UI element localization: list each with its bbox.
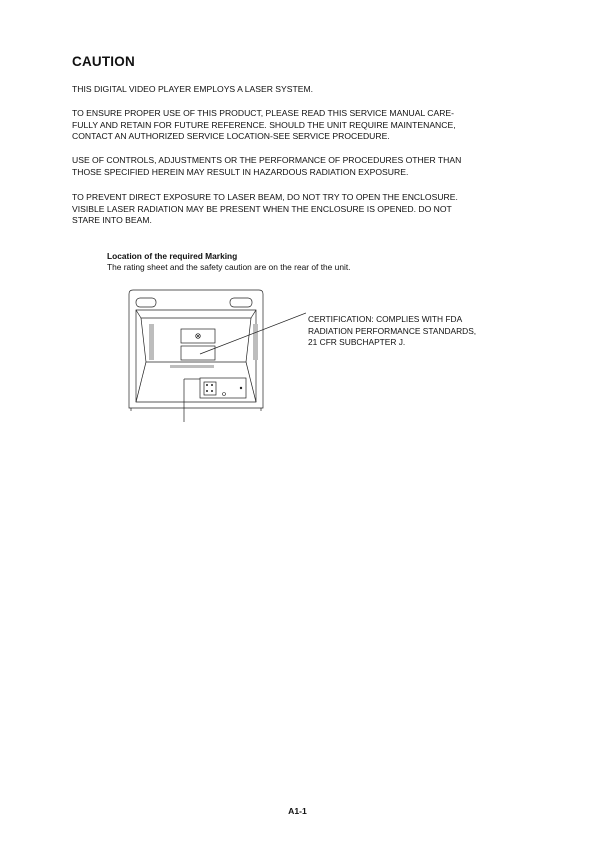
certification-note — [308, 314, 476, 349]
paragraph-line: USE OF CONTROLS, ADJUSTMENTS OR THE PERFORMANCE OF PROCEDURES OTHER THAN — [72, 155, 462, 165]
page-number: A1-1 — [288, 806, 307, 816]
certification-line: CERTIFICATION: COMPLIES WITH FDA — [308, 314, 463, 324]
marking-description: The rating sheet and the safety caution are on the rear of the unit. — [107, 262, 351, 272]
certification-line: 21 CFR SUBCHAPTER J. — [308, 337, 406, 348]
paragraph-line: FULLY AND RETAIN FOR FUTURE REFERENCE. SHOULD THE UNIT REQUIRE MAINTENANCE, — [72, 119, 456, 130]
paragraph-line: THIS DIGITAL VIDEO PLAYER EMPLOYS A LASER SYSTEM. — [72, 84, 314, 94]
paragraph-proper-use — [72, 108, 542, 143]
certification-line: RADIATION PERFORMANCE STANDARDS, — [308, 325, 477, 336]
paragraph-controls-warning — [72, 155, 542, 178]
paragraph-line: CONTACT AN AUTHORIZED SERVICE LOCATION-SEE SERVICE PROCEDURE. — [72, 131, 390, 142]
paragraph-line: THOSE SPECIFIED HEREIN MAY RESULT IN HAZARDOUS RADIATION EXPOSURE. — [72, 166, 409, 177]
paragraph-line: VISIBLE LASER RADIATION MAY BE PRESENT WHEN THE ENCLOSURE IS OPENED. DO NOT — [72, 203, 452, 214]
paragraph-line: TO ENSURE PROPER USE OF THIS PRODUCT, PLEASE READ THIS SERVICE MANUAL CARE- — [72, 108, 455, 118]
paragraph-line: TO PREVENT DIRECT EXPOSURE TO LASER BEAM, DO NOT TRY TO OPEN THE ENCLOSURE. — [72, 192, 458, 202]
marking-heading: Location of the required Marking — [107, 251, 238, 261]
paragraph-laser-system — [72, 84, 542, 96]
page-title: CAUTION — [72, 54, 135, 69]
paragraph-laser-exposure — [72, 192, 542, 227]
unit-rear-illustration — [126, 288, 306, 424]
paragraph-line: STARE INTO BEAM. — [72, 215, 152, 226]
